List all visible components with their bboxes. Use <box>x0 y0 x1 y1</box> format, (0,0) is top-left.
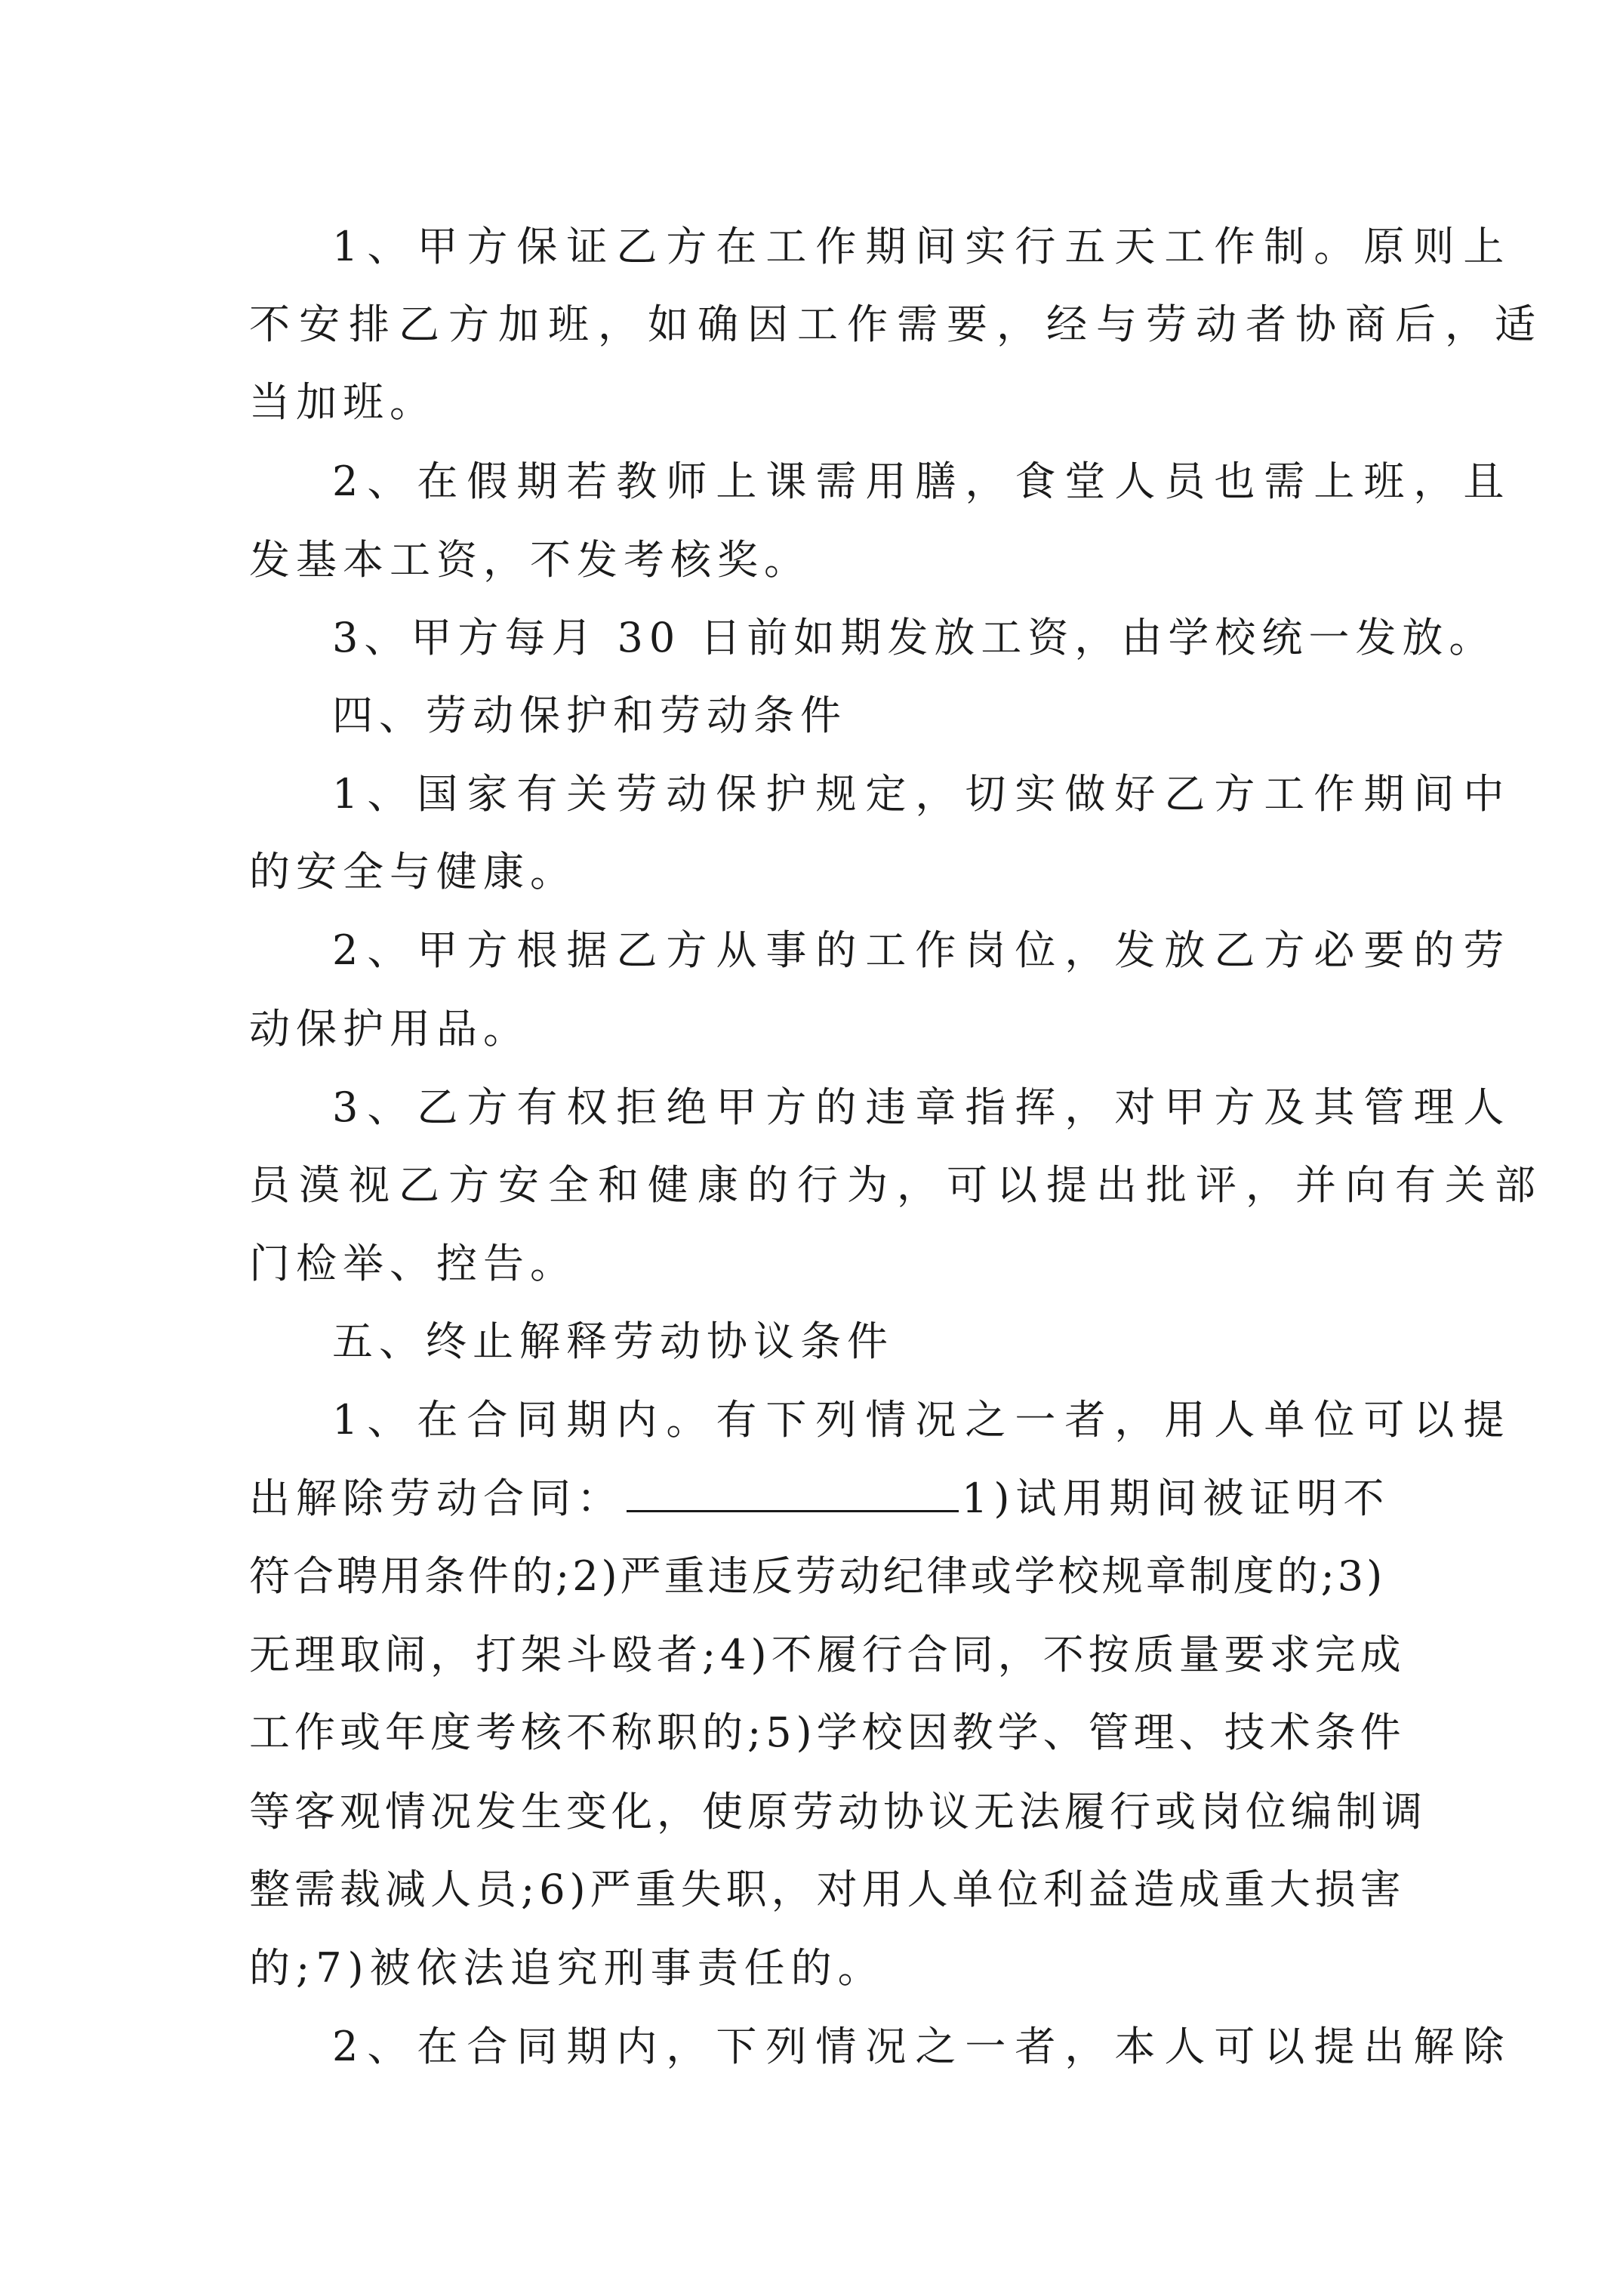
paragraph-line: 3、甲方每月 30 日前如期发放工资，由学校统一发放。 <box>332 614 1496 661</box>
paragraph-line: 1、在合同期内。有下列情况之一者，用人单位可以提 <box>332 1396 1514 1444</box>
paragraph-line: 发基本工资，不发考核奖。 <box>249 536 811 584</box>
paragraph-line: 的安全与健康。 <box>249 848 577 895</box>
paragraph-line: 2、甲方根据乙方从事的工作岗位，发放乙方必要的劳 <box>332 926 1514 974</box>
paragraph-line: 1、甲方保证乙方在工作期间实行五天工作制。原则上 <box>332 223 1514 270</box>
paragraph-line: 整需裁减人员;6)严重失职，对用人单位利益造成重大损害 <box>249 1866 1406 1913</box>
paragraph-line: 2、在假期若教师上课需用膳，食堂人员也需上班，且 <box>332 458 1514 505</box>
paragraph-line: 符合聘用条件的;2)严重违反劳动纪律或学校规章制度的;3) <box>249 1552 1386 1600</box>
paragraph-line: 员漠视乙方安全和健康的行为，可以提出批评，并向有关部 <box>249 1161 1544 1209</box>
paragraph-line: 工作或年度考核不称职的;5)学校因教学、管理、技术条件 <box>249 1709 1406 1756</box>
paragraph-line: 门检举、控告。 <box>249 1240 577 1287</box>
line-text: 1)试用期间被证明不 <box>962 1475 1390 1522</box>
section-heading: 五、终止解释劳动协议条件 <box>332 1318 894 1365</box>
paragraph-line: 1、国家有关劳动保护规定，切实做好乙方工作期间中 <box>332 770 1514 818</box>
paragraph-line: 不安排乙方加班，如确因工作需要，经与劳动者协商后，适 <box>249 300 1544 348</box>
paragraph-line: 3、乙方有权拒绝甲方的违章指挥，对甲方及其管理人 <box>332 1083 1514 1131</box>
paragraph-line: 的;7)被依法追究刑事责任的。 <box>249 1944 885 1992</box>
section-heading: 四、劳动保护和劳动条件 <box>332 692 847 739</box>
paragraph-line: 无理取闹，打架斗殴者;4)不履行合同，不按质量要求完成 <box>249 1631 1406 1678</box>
paragraph-line: 当加班。 <box>249 378 436 426</box>
paragraph-line: 2、在合同期内，下列情况之一者，本人可以提出解除 <box>332 2023 1514 2070</box>
paragraph-line <box>249 1465 1390 1533</box>
line-text: 出解除劳动合同： <box>249 1475 624 1522</box>
paragraph-line: 等客观情况发生变化，使原劳动协议无法履行或岗位编制调 <box>249 1788 1427 1835</box>
fill-in-blank[interactable] <box>627 1468 959 1512</box>
paragraph-line: 动保护用品。 <box>249 1005 530 1052</box>
